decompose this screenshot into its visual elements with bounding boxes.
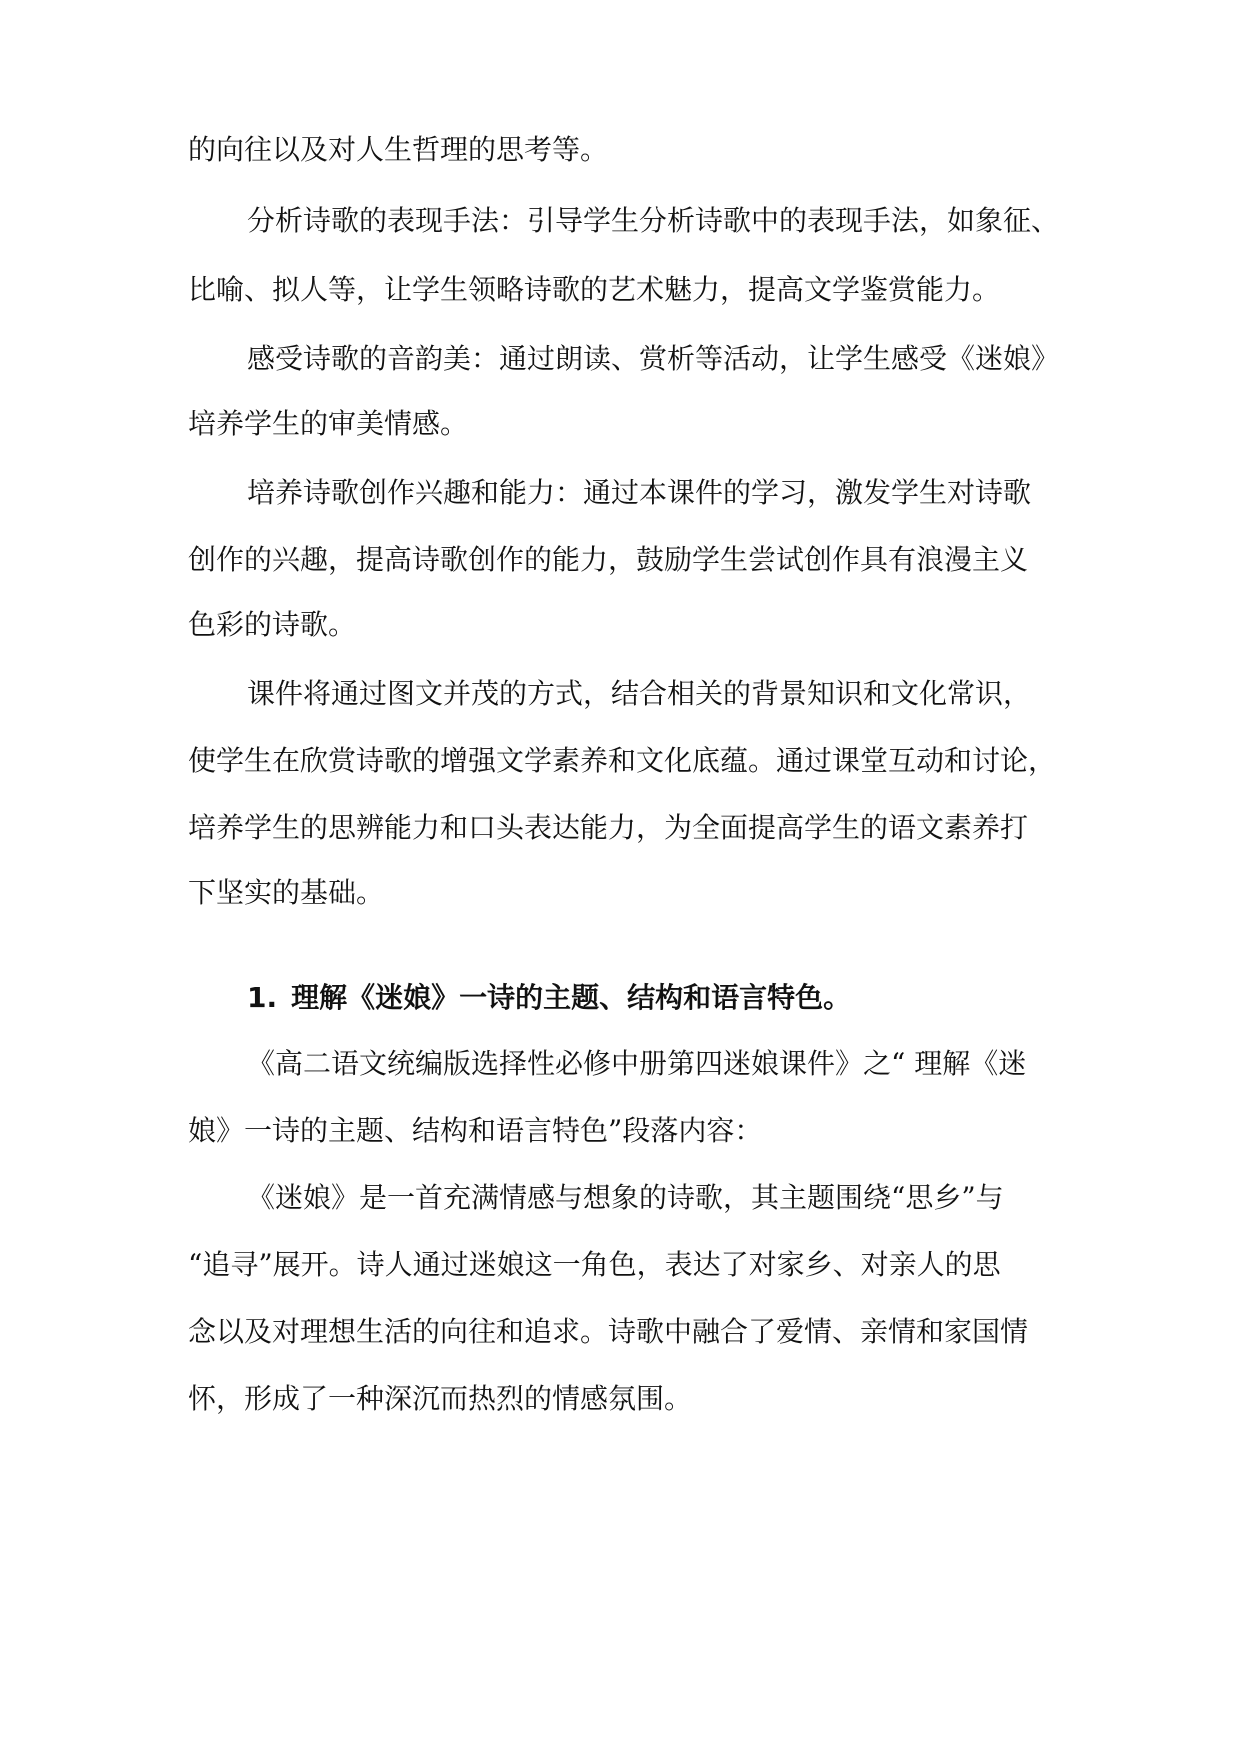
paragraph-line: 下坚实的基础。 [188, 876, 385, 909]
paragraph-line: “追寻”展开。诗人通过迷娘这一角色，表达了对家乡、对亲人的思 [188, 1248, 1001, 1281]
paragraph-line: 课件将通过图文并茂的方式，结合相关的背景知识和文化常识， [247, 677, 1032, 710]
paragraph-line: 创作的兴趣，提高诗歌创作的能力，鼓励学生尝试创作具有浪漫主义 [188, 543, 1029, 576]
paragraph-line: 《迷娘》是一首充满情感与想象的诗歌，其主题围绕“思乡”与 [247, 1181, 1004, 1214]
section-heading [247, 978, 1127, 1018]
paragraph-line: 感受诗歌的音韵美：通过朗读、赏析等活动，让学生感受《迷娘》 [247, 342, 1060, 375]
paragraph-line: 培养学生的审美情感。 [188, 407, 469, 440]
paragraph-line: 娘》一诗的主题、结构和语言特色”段落内容： [188, 1114, 763, 1147]
paragraph-line: 的向往以及对人生哲理的思考等。 [188, 133, 609, 166]
paragraph-line: 色彩的诗歌。 [188, 608, 357, 641]
heading-number: 1. [247, 981, 278, 1014]
heading-text: 理解《迷娘》一诗的主题、结构和语言特色。 [291, 981, 852, 1014]
paragraph-line: 培养学生的思辨能力和口头表达能力，为全面提高学生的语文素养打 [188, 811, 1029, 844]
paragraph-line: 怀，形成了一种深沉而热烈的情感氛围。 [188, 1382, 693, 1415]
paragraph-line: 培养诗歌创作兴趣和能力：通过本课件的学习，激发学生对诗歌 [247, 476, 1032, 509]
paragraph-line: 分析诗歌的表现手法：引导学生分析诗歌中的表现手法，如象征、 [247, 204, 1060, 237]
paragraph-line: 《高二语文统编版选择性必修中册第四迷娘课件》之“ 理解《迷 [247, 1047, 1027, 1080]
paragraph-line: 使学生在欣赏诗歌的增强文学素养和文化底蕴。通过课堂互动和讨论， [188, 744, 1057, 777]
paragraph-line: 比喻、拟人等，让学生领略诗歌的艺术魅力，提高文学鉴赏能力。 [188, 273, 1001, 306]
paragraph-line: 念以及对理想生活的向往和追求。诗歌中融合了爱情、亲情和家国情 [188, 1315, 1029, 1348]
